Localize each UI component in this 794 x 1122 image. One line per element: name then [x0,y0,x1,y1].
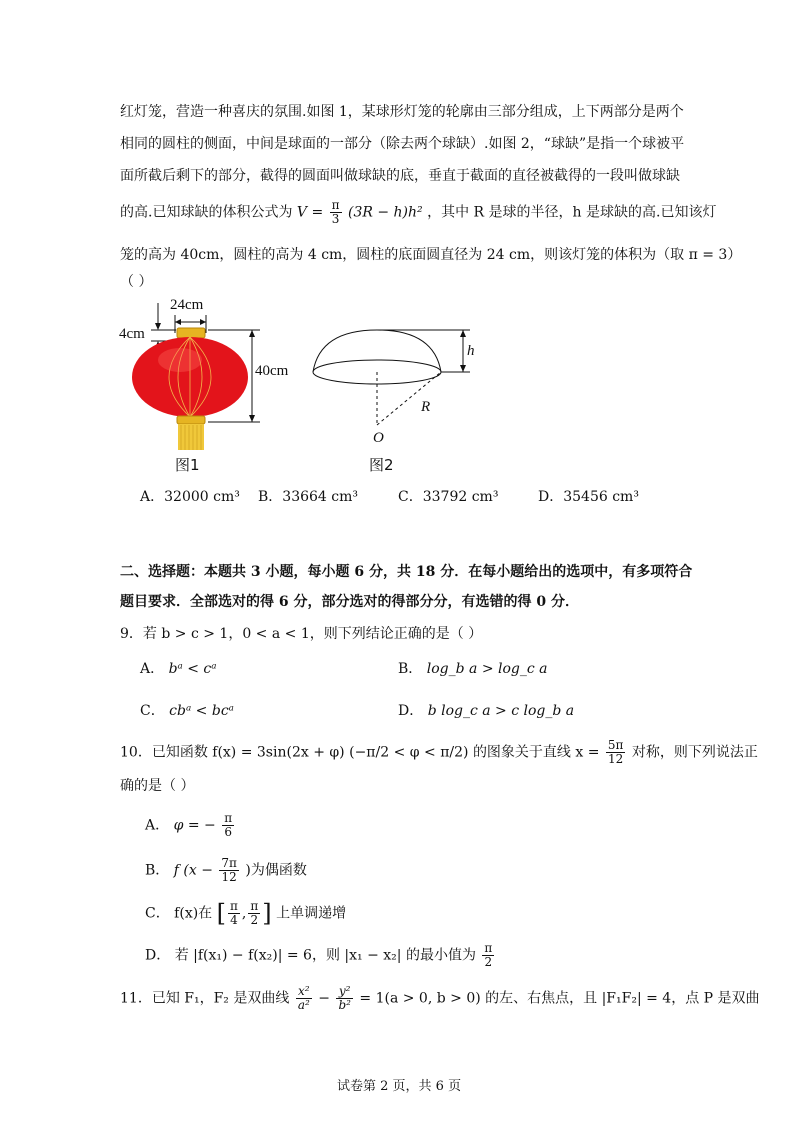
q10-option-c[interactable]: C． f(x)在 [ $\frac{\pi}{4}$ , $\frac{\pi}{2}$ ] 上单调递增 [145,899,347,928]
figure-1-lantern [118,295,318,475]
option-text: cbᵃ < bcᵃ [169,703,234,719]
dim-label-left: 4cm [119,326,145,342]
q9-option-b[interactable] [398,662,548,676]
intro-line-5: 笼的高为 40cm，圆柱的高为 4 cm，圆柱的底面圆直径为 24 cm，则该灯笼的体积为（取 π = 3） [120,247,742,263]
option-letter: B． [145,862,170,879]
intro-line-4 [120,199,716,226]
q9-option-c[interactable] [140,704,234,718]
formula-lhs: V = [296,204,324,221]
q11-fraction-y [336,985,353,1012]
option-text: 若 |f(x₁) − f(x₂)| = 6，则 |x₁ − x₂| 的最小值为 [174,947,476,964]
dim-label-top: 24cm [170,297,204,313]
option-letter: A． [145,817,170,834]
q10-stem [120,739,758,766]
figure-1-caption: 图1 [175,456,200,474]
q10-stem-line-2: 确的是（ ） [120,778,195,794]
arrow-icon [200,319,206,325]
frac-num: π [224,811,233,825]
q10-stem-b: 的图象关于直线 x = [472,744,600,761]
frac-num: π [230,899,238,913]
option-fraction [222,812,234,839]
option-fraction [219,857,239,884]
frac-den: 6 [224,825,232,840]
frac-num: π [484,941,493,955]
frac-num: y² [336,985,353,999]
q9-stem: 9．若 b > c > 1，0 < a < 1，则下列结论正确的是（ ） [120,626,483,642]
option-text: f(x)在 [174,905,213,922]
option-text: 33664 cm³ [282,489,359,505]
q10-stem-c: 对称，则下列说法正 [631,744,758,761]
option-letter: A． [140,661,165,677]
q8-option-d[interactable] [538,490,639,504]
label-h: h [467,343,475,359]
option-letter: D． [145,947,171,964]
label-R: R [421,399,431,415]
q11-stem-a: 11．已知 F₁，F₂ 是双曲线 [120,990,290,1007]
arrow-icon [155,323,161,330]
intro-line-6: （ ） [120,274,153,290]
q10-option-a[interactable] [145,812,236,839]
option-text: 32000 cm³ [164,489,240,505]
q11-fraction-x [296,985,312,1012]
option-text: (x − [183,862,213,879]
option-letter: C． [140,703,165,719]
intro-line-4-text-b: ，其中 R 是球的半径，h 是球缺的高.已知该灯 [427,204,717,221]
option-text: b log_c a > c log_b a [427,703,575,719]
page-footer: 试卷第 2 页，共 6 页 [337,1079,462,1094]
option-text: 35456 cm³ [563,489,639,505]
frac-num: π [250,899,259,913]
option-text: φ = − [173,817,216,834]
formula-frac-den: 3 [331,212,340,227]
q8-option-a[interactable] [140,490,240,504]
q11-stem-b: = 1(a > 0, b > 0) 的左、右焦点，且 |F₁F₂| = 4，点 P 是双曲 [359,990,760,1007]
q10-option-b[interactable] [145,857,307,884]
frac-num: x² [296,985,312,999]
formula-frac-num: π [331,198,340,212]
formula-rhs: (3R − h)h² [348,204,423,221]
q8-option-b[interactable] [258,490,358,504]
frac-den: 4 [230,913,238,928]
intro-line-1: 红灯笼，营造一种喜庆的氛围.如图 1，某球形灯笼的轮廓由三部分组成，上下两部分是两个 [120,104,684,120]
option-letter: A． [140,489,165,505]
option-text: 33792 cm³ [422,489,499,505]
frac-den: 2 [484,955,493,970]
cap-dome [313,330,441,372]
q9-option-d[interactable] [398,704,574,718]
figure-2-caption: 图2 [369,456,394,474]
q10-fraction [606,739,626,766]
arrow-icon [460,365,466,372]
frac-den: a² [297,998,310,1013]
option-text: )为偶函数 [245,862,307,879]
arrow-icon [175,319,181,325]
q8-option-c[interactable] [398,490,498,504]
section-2-heading-line-2: 题目要求．全部选对的得 6 分，部分选对的得部分分，有选错的得 0 分． [120,594,579,610]
frac-den: 2 [250,913,259,928]
intro-line-4-text: 的高.已知球缺的体积公式为 [120,204,293,221]
option-text: log_b a > log_c a [426,661,548,677]
option-fraction [228,900,240,927]
frac-den: 12 [221,870,237,885]
formula-fraction [330,199,342,226]
option-text: f [173,862,179,879]
intro-line-3: 面所截后剩下的部分，截得的圆面叫做球缺的底，垂直于截面的直径被截得的一段叫做球缺 [120,168,680,184]
q11-minus: − [318,990,330,1007]
frac-num: 5π [607,738,624,752]
arrow-icon [460,330,466,337]
option-letter: B． [258,489,283,505]
option-letter: D． [538,489,564,505]
figure-2-spherical-cap [300,320,490,450]
frac-num: 7π [221,856,237,870]
arrow-icon [249,330,255,337]
q11-stem [120,985,760,1012]
option-letter: C． [398,489,423,505]
radius-slant [377,372,441,425]
option-fraction [248,900,260,927]
section-2-heading-line-1: 二、选择题：本题共 3 小题，每小题 6 分，共 18 分．在每小题给出的选项中，有多项符合 [120,564,693,580]
frac-den: b² [338,998,351,1013]
option-text: bᵃ < cᵃ [168,661,217,677]
option-letter: C． [145,905,170,922]
q10-stem-a: 10．已知函数 f(x) = 3sin(2x + φ) [120,744,345,761]
frac-den: 12 [608,752,624,767]
q9-option-a[interactable] [140,662,217,676]
lantern-tassel [178,424,204,450]
option-text: 上单调递增 [276,905,347,922]
arrow-icon [249,415,255,422]
q10-option-d[interactable] [145,942,496,969]
option-fraction [482,942,494,969]
dim-label-right: 40cm [255,363,289,379]
q10-stem-condition: (−π/2 < φ < π/2) [349,744,469,761]
intro-line-2: 相同的圆柱的侧面，中间是球面的一部分（除去两个球缺）.如图 2，“球缺”是指一个球被平 [120,136,685,152]
option-letter: D． [398,703,424,719]
label-O: O [373,430,384,446]
option-letter: B． [398,661,423,677]
lantern-top-cap [177,328,205,338]
lantern-bottom-cap [177,416,205,424]
